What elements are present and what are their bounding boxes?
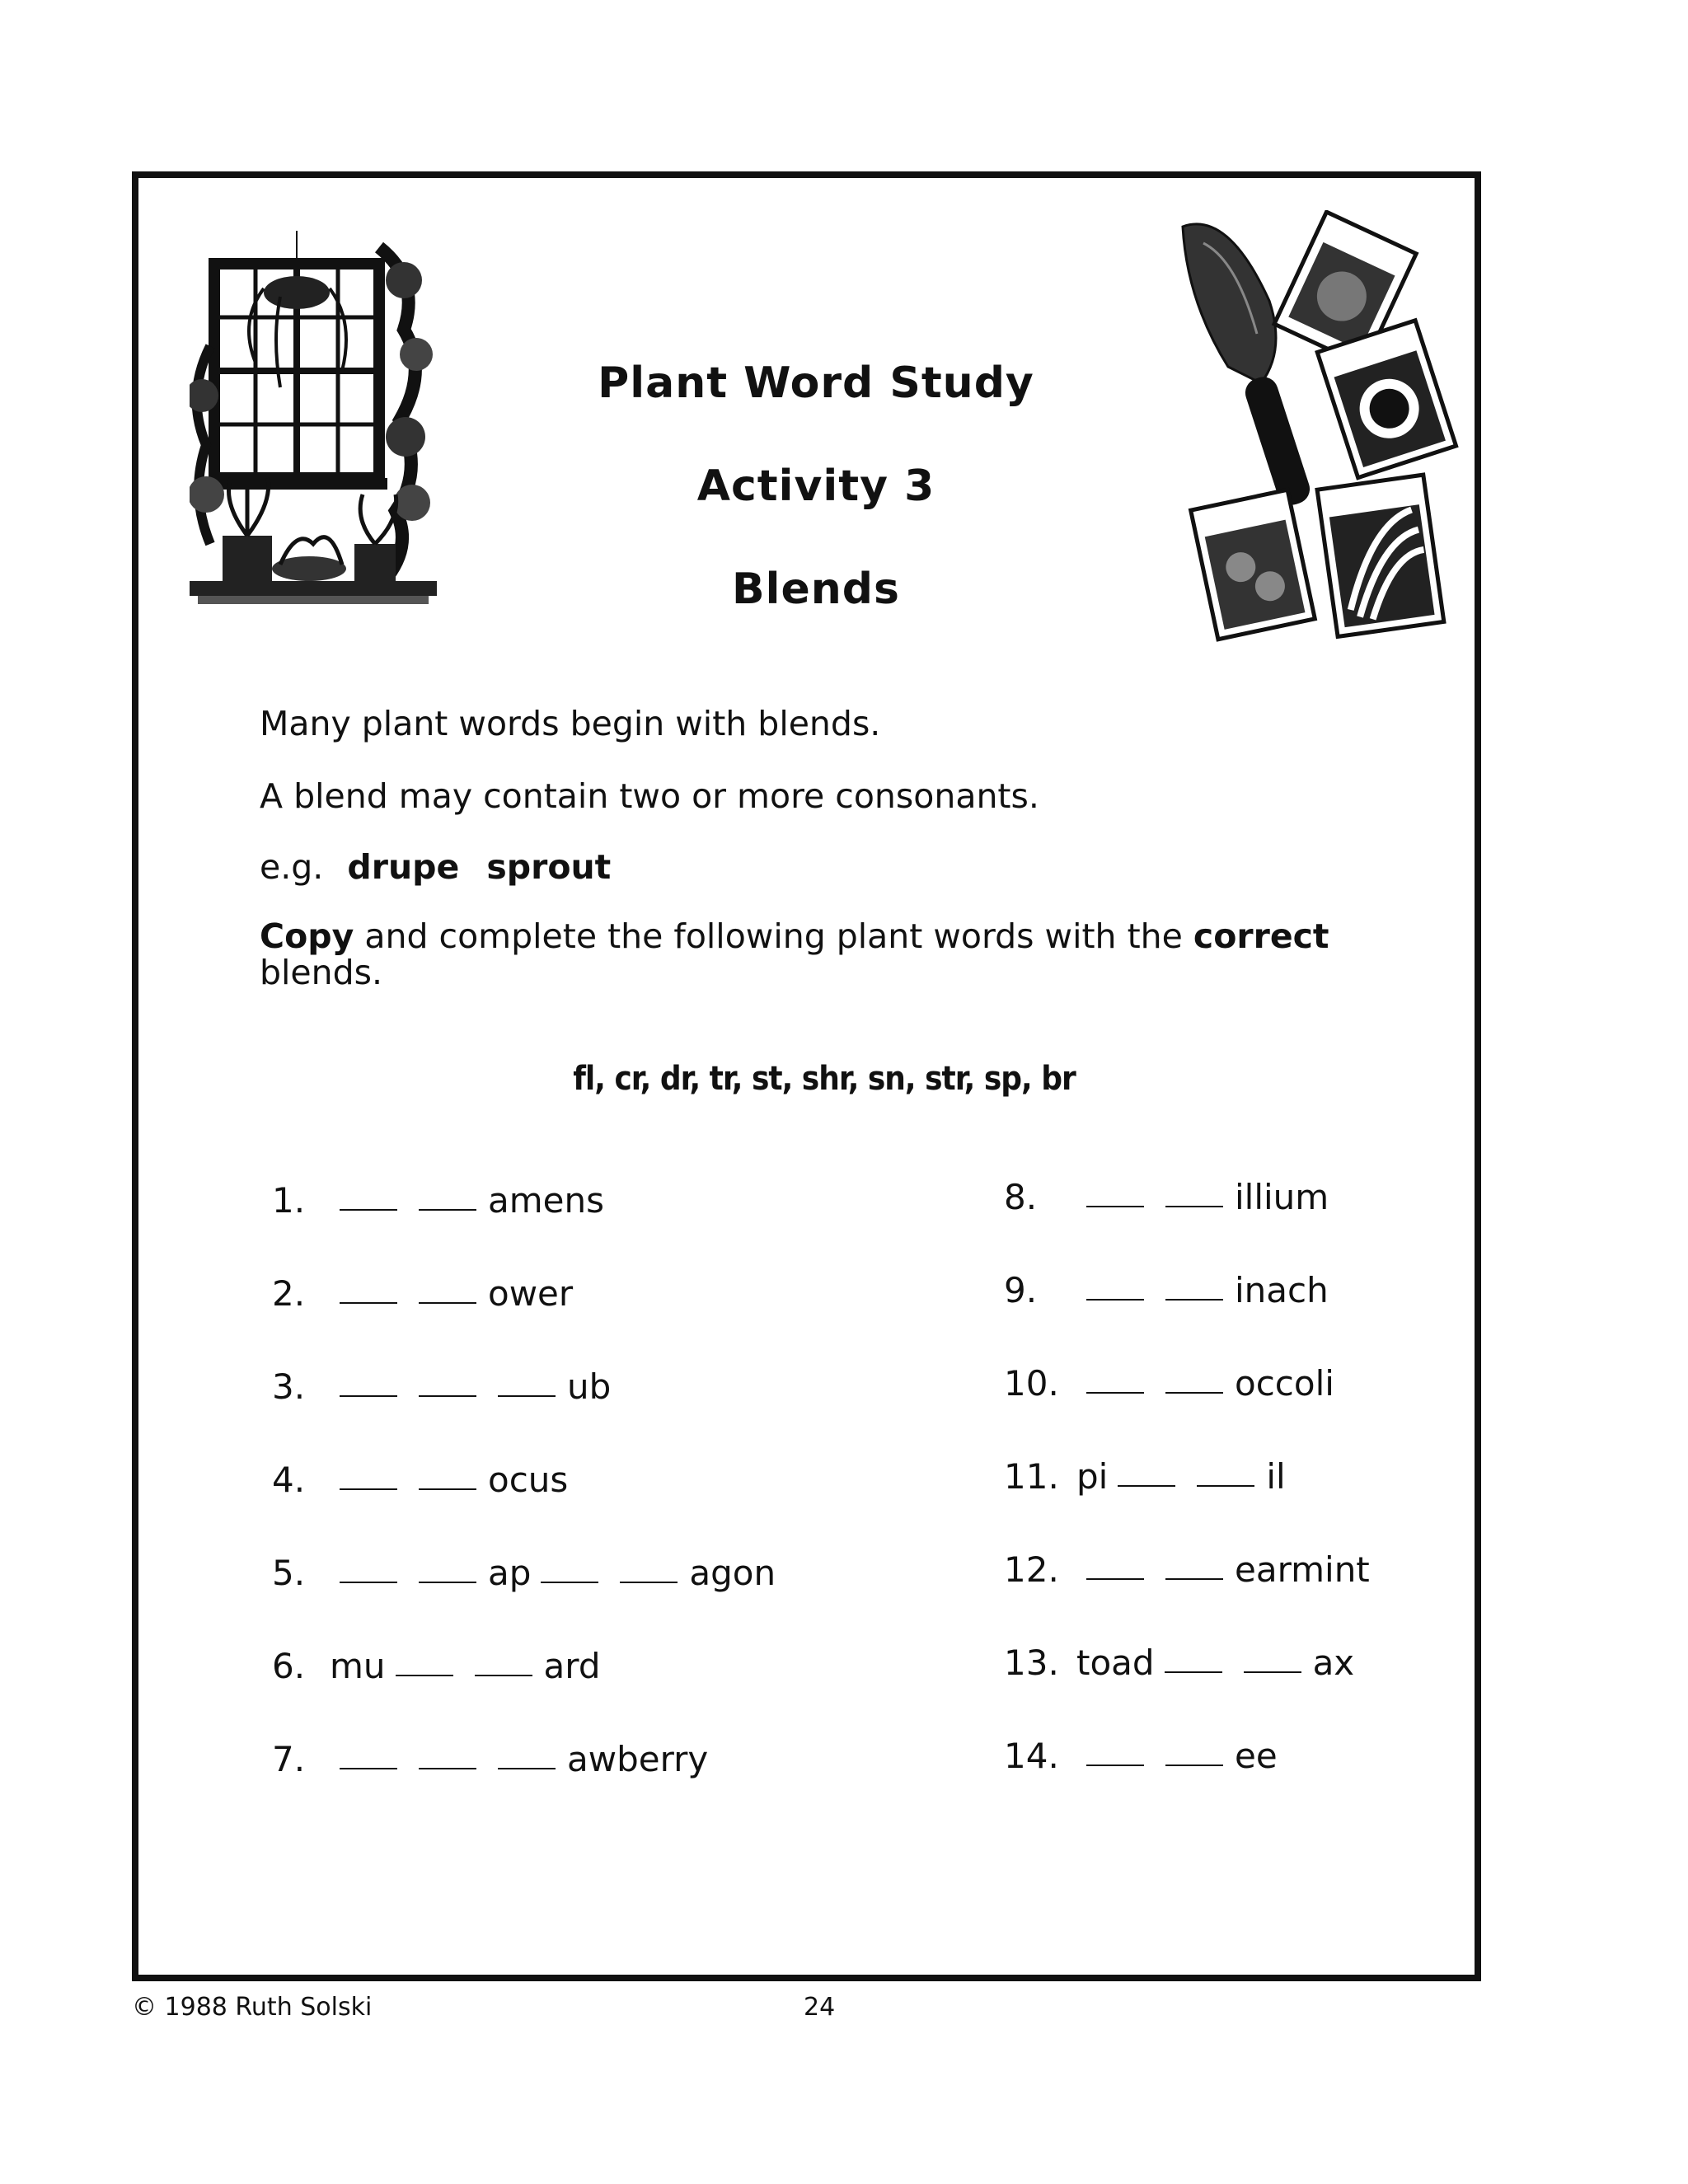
item-number: 2.: [272, 1273, 306, 1314]
activity-heading: Activity 3: [696, 462, 935, 511]
exercise-item: [1004, 1270, 1329, 1310]
blank-line[interactable]: [1086, 1578, 1144, 1580]
example-word-sprout: sprout: [486, 847, 612, 887]
word-fragment: toad: [1076, 1643, 1155, 1683]
instr-mid: and complete the following plant words with the: [354, 916, 1193, 956]
word-fragment: ee: [1235, 1736, 1278, 1776]
trowel-seed-packets-illustration: [1179, 210, 1459, 647]
blank-line[interactable]: [498, 1768, 556, 1769]
item-number: 6.: [272, 1646, 306, 1686]
blend-list: fl, cr, dr, tr, st, shr, sn, str, sp, br: [573, 1060, 1076, 1098]
blank-line[interactable]: [1086, 1299, 1144, 1301]
blank-line[interactable]: [396, 1675, 453, 1676]
item-number: 5.: [272, 1553, 306, 1593]
exercise-item: [272, 1739, 708, 1779]
blank-line[interactable]: [340, 1488, 397, 1490]
instr-end: blends.: [260, 953, 383, 992]
blank-line[interactable]: [620, 1582, 678, 1583]
item-number: 8.: [1004, 1177, 1038, 1217]
blank-line[interactable]: [1086, 1765, 1144, 1766]
example-word-drupe: drupe: [347, 847, 460, 887]
word-fragment: ard: [543, 1646, 601, 1686]
item-number: 9.: [1004, 1270, 1038, 1310]
example-line: [260, 849, 1389, 885]
blank-line[interactable]: [419, 1582, 476, 1583]
copyright: © 1988 Ruth Solski: [132, 1993, 373, 2022]
blank-line[interactable]: [541, 1582, 598, 1583]
blank-line[interactable]: [419, 1209, 476, 1211]
intro-line-2: A blend may contain two or more consonants.: [260, 776, 1039, 816]
word-fragment: mu: [330, 1646, 386, 1686]
word-fragment: occoli: [1235, 1363, 1334, 1404]
blank-line[interactable]: [419, 1395, 476, 1397]
instructions: [260, 918, 1389, 991]
word-fragment: ap: [488, 1553, 532, 1593]
instr-correct: correct: [1193, 916, 1329, 956]
blank-line[interactable]: [1165, 1206, 1223, 1207]
item-number: 4.: [272, 1460, 306, 1500]
word-fragment: agon: [689, 1553, 776, 1593]
word-fragment: earmint: [1235, 1549, 1370, 1590]
example-prefix: e.g.: [260, 847, 324, 887]
blank-line[interactable]: [340, 1395, 397, 1397]
blank-line[interactable]: [1118, 1485, 1175, 1487]
blank-line[interactable]: [1165, 1765, 1223, 1766]
exercise-item: [272, 1553, 776, 1593]
word-fragment: awberry: [567, 1739, 709, 1779]
exercise-item: [272, 1180, 604, 1221]
blank-line[interactable]: [340, 1582, 397, 1583]
word-fragment: illium: [1235, 1177, 1329, 1217]
exercise-item: [272, 1460, 568, 1500]
word-fragment: ocus: [488, 1460, 569, 1500]
item-number: 1.: [272, 1180, 306, 1221]
blank-line[interactable]: [419, 1768, 476, 1769]
instr-copy: Copy: [260, 916, 354, 956]
blank-line[interactable]: [340, 1768, 397, 1769]
exercise-item: [1004, 1643, 1354, 1683]
topic-heading: Blends: [732, 565, 900, 614]
blank-line[interactable]: [1165, 1671, 1222, 1673]
exercise-item: [272, 1646, 600, 1686]
word-fragment: amens: [488, 1180, 604, 1221]
word-fragment: ax: [1312, 1643, 1355, 1683]
blank-line[interactable]: [419, 1302, 476, 1304]
blank-line[interactable]: [340, 1302, 397, 1304]
exercise-item: [272, 1366, 611, 1407]
word-fragment: ub: [567, 1366, 612, 1407]
exercise-item: [272, 1273, 573, 1314]
exercise-item: [1004, 1456, 1286, 1497]
blank-line[interactable]: [419, 1488, 476, 1490]
item-number: 12.: [1004, 1549, 1059, 1590]
item-number: 10.: [1004, 1363, 1059, 1404]
item-number: 14.: [1004, 1736, 1059, 1776]
word-fragment: il: [1266, 1456, 1286, 1497]
blank-line[interactable]: [1086, 1392, 1144, 1394]
blank-line[interactable]: [1086, 1206, 1144, 1207]
blank-line[interactable]: [498, 1395, 556, 1397]
item-number: 7.: [272, 1739, 306, 1779]
exercise-item: [1004, 1549, 1370, 1590]
blank-line[interactable]: [1165, 1578, 1223, 1580]
item-number: 3.: [272, 1366, 306, 1407]
exercise-item: [1004, 1177, 1329, 1217]
word-fragment: pi: [1076, 1456, 1109, 1497]
blank-line[interactable]: [475, 1675, 532, 1676]
word-fragment: inach: [1235, 1270, 1329, 1310]
word-fragment: ower: [488, 1273, 574, 1314]
intro-line-1: Many plant words begin with blends.: [260, 704, 881, 743]
item-number: 11.: [1004, 1456, 1059, 1497]
blank-line[interactable]: [1244, 1671, 1301, 1673]
blank-line[interactable]: [1165, 1392, 1223, 1394]
page-number: 24: [804, 1993, 836, 2022]
blank-line[interactable]: [340, 1209, 397, 1211]
blank-line[interactable]: [1165, 1299, 1223, 1301]
item-number: 13.: [1004, 1643, 1059, 1683]
exercise-item: [1004, 1363, 1334, 1404]
window-plants-illustration: [190, 231, 437, 614]
page-title: Plant Word Study: [598, 359, 1034, 408]
exercise-item: [1004, 1736, 1278, 1776]
blank-line[interactable]: [1197, 1485, 1254, 1487]
